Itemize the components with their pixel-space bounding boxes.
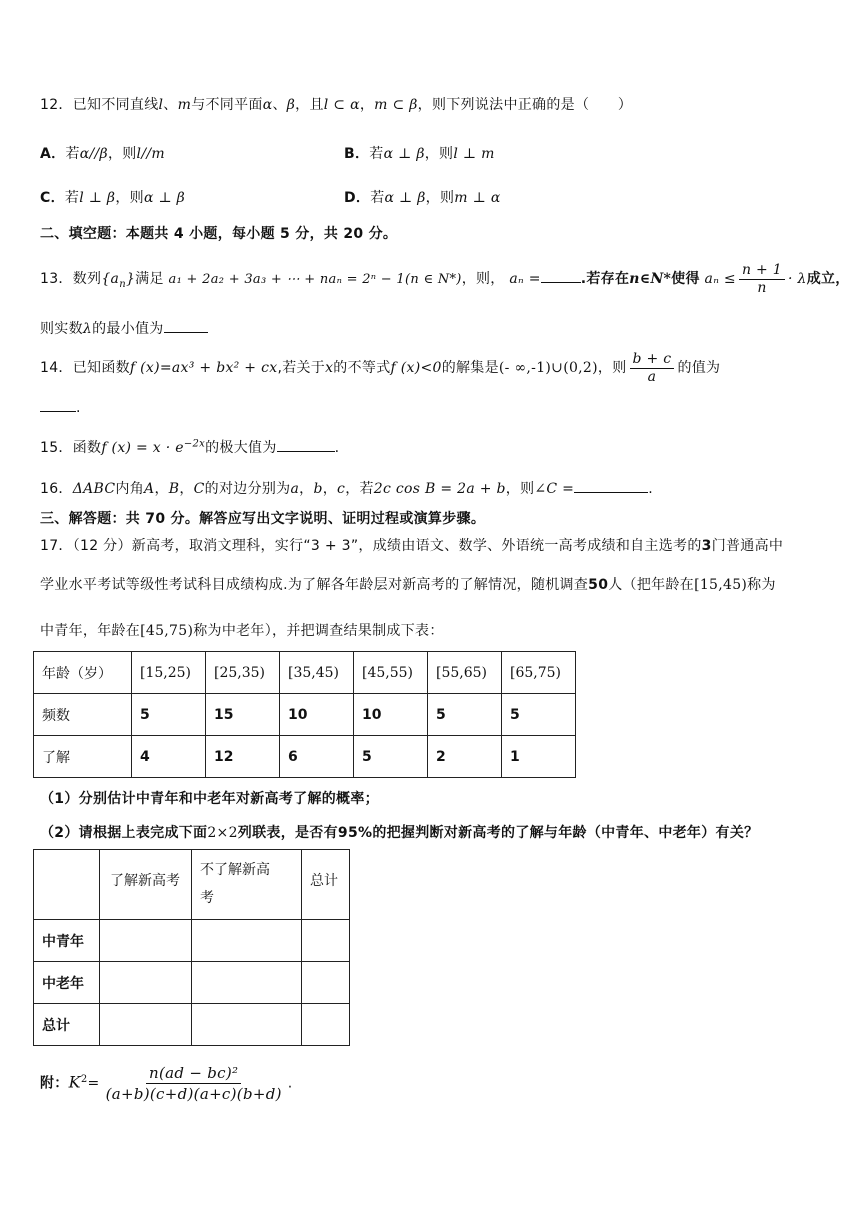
contingency-table — [33, 849, 350, 1046]
table-cell: 10 — [354, 694, 428, 736]
k2-fraction: $\frac{\text{n(ad − bc)²}}{(a+b)(c+d)(a+c)(b+d)}$ — [105, 1064, 282, 1104]
table-header-cell: [65,75) — [502, 652, 576, 694]
table-header-cell: [45,55) — [354, 652, 428, 694]
table-cell[interactable] — [192, 962, 302, 1004]
table-cell[interactable] — [302, 920, 350, 962]
q13-fraction: $\frac{n + 1}{n}$ — [739, 262, 785, 297]
age-survey-table — [33, 651, 576, 778]
table-cell: 1 — [502, 736, 576, 778]
table-header-cell: [25,35) — [206, 652, 280, 694]
q15-answer-blank[interactable] — [277, 450, 335, 452]
q13-answer-blank-2[interactable] — [164, 331, 208, 333]
table-row — [34, 850, 350, 920]
q16-stem: 16．ΔABC内角A，B，C的对边分别为a，b，c，若2c cos B = 2a + b，则∠C = . — [40, 481, 653, 497]
table-cell: 2 — [428, 736, 502, 778]
table-cell[interactable] — [192, 1004, 302, 1046]
q17-line2: 学业水平考试等级性考试科目成绩构成.为了解各年龄层对新高考的了解情况，随机调查50人（把年龄在[15,45)称为 — [40, 577, 776, 593]
table-row — [34, 652, 576, 694]
table-row — [34, 694, 576, 736]
table-row — [34, 736, 576, 778]
q14-answer-blank[interactable] — [40, 410, 76, 412]
q15-stem: 15．函数f $(x) = x \cdot e^{-2x}$的极大值为 . — [40, 438, 340, 456]
table-header-cell: 年龄（岁） — [34, 652, 132, 694]
table-cell[interactable] — [192, 920, 302, 962]
table-header-cell: 不了解新高 考 — [192, 850, 302, 920]
table-cell: 5 — [132, 694, 206, 736]
table-cell: 4 — [132, 736, 206, 778]
q17-part2: （2）请根据上表完成下面2×2列联表，是否有95%的把握判断对新高考的了解与年龄（中青年、中老年）有关？ — [40, 825, 759, 841]
k2-formula-note: 附：$K^2=$ $\frac{\text{n(ad − bc)²}}{(a+b)(c+d)(a+c)(b+d)}$ . — [40, 1064, 293, 1104]
q12-stem: 12．已知不同直线l、m与不同平面α、β，且l ⊂ α，m ⊂ β，则下列说法中正确的是（ ） — [40, 97, 633, 113]
table-row-label: 总计 — [34, 1004, 100, 1046]
table-header-cell: [35,45) — [280, 652, 354, 694]
q16-answer-blank[interactable] — [574, 491, 648, 493]
table-header-cell: 总计 — [302, 850, 350, 920]
q13-line2: 则实数λ的最小值为 — [40, 318, 208, 338]
table-row — [34, 1004, 350, 1046]
table-cell: 5 — [428, 694, 502, 736]
q13-answer-blank-1[interactable] — [541, 281, 581, 283]
table-cell[interactable] — [302, 962, 350, 1004]
q12-option-a: A．若α//β，则l//m — [40, 146, 165, 162]
q14-answer-line: . — [40, 400, 81, 416]
q17-part1: （1）分别估计中青年和中老年对新高考了解的概率； — [40, 791, 379, 807]
q12-option-c: C．若l ⊥ β，则α ⊥ β — [40, 190, 186, 206]
table-corner-cell — [34, 850, 100, 920]
section-2-heading: 二、填空题：本题共 4 小题，每小题 5 分，共 20 分。 — [40, 226, 398, 242]
table-cell[interactable] — [302, 1004, 350, 1046]
q14-fraction: $\frac{b + c}{a}$ — [630, 351, 675, 386]
table-header-cell: 了解新高考 — [100, 850, 192, 920]
q12-option-d: D．若α ⊥ β，则m ⊥ α — [344, 190, 501, 206]
q14-stem: 14．已知函数f (x)=ax³ + bx² + cx,若关于x的不等式f (x)<0的解集是(‐ ∞,‐1)∪(0,2)，则 $\frac{b + c}{a}$ 的值为 — [40, 350, 721, 385]
q17-line3: 中青年，年龄在[45,75)称为中老年），并把调查结果制成下表： — [40, 623, 444, 639]
table-cell: 15 — [206, 694, 280, 736]
table-row — [34, 920, 350, 962]
table-cell: 5 — [502, 694, 576, 736]
table-row-label: 频数 — [34, 694, 132, 736]
table-cell[interactable] — [100, 920, 192, 962]
table-cell: 10 — [280, 694, 354, 736]
table-header-cell: [15,25) — [132, 652, 206, 694]
section-3-heading: 三、解答题：共 70 分。解答应写出文字说明、证明过程或演算步骤。 — [40, 511, 486, 527]
table-row-label: 中青年 — [34, 920, 100, 962]
table-cell: 5 — [354, 736, 428, 778]
q13-stem: 13．数列$\{a_n\}$满足 a₁ + 2a₂ + 3a₃ + ⋯ + naₙ = 2ⁿ − 1(n ∈ N*)，则， aₙ = .若存在n∈N*使得 aₙ ≤ $\frac{n + 1}{n}$ · λ成立， — [40, 261, 850, 296]
table-row-label: 中老年 — [34, 962, 100, 1004]
table-cell: 6 — [280, 736, 354, 778]
table-row — [34, 962, 350, 1004]
table-cell: 12 — [206, 736, 280, 778]
table-row-label: 了解 — [34, 736, 132, 778]
q12-option-b: B．若α ⊥ β，则l ⊥ m — [344, 146, 495, 162]
table-header-cell: [55,65) — [428, 652, 502, 694]
table-cell[interactable] — [100, 1004, 192, 1046]
table-cell[interactable] — [100, 962, 192, 1004]
q17-line1: 17．（12 分）新高考，取消文理科，实行“3 + 3”，成绩由语文、数学、外语统一高考成绩和自主选考的3门普通高中 — [40, 538, 784, 554]
